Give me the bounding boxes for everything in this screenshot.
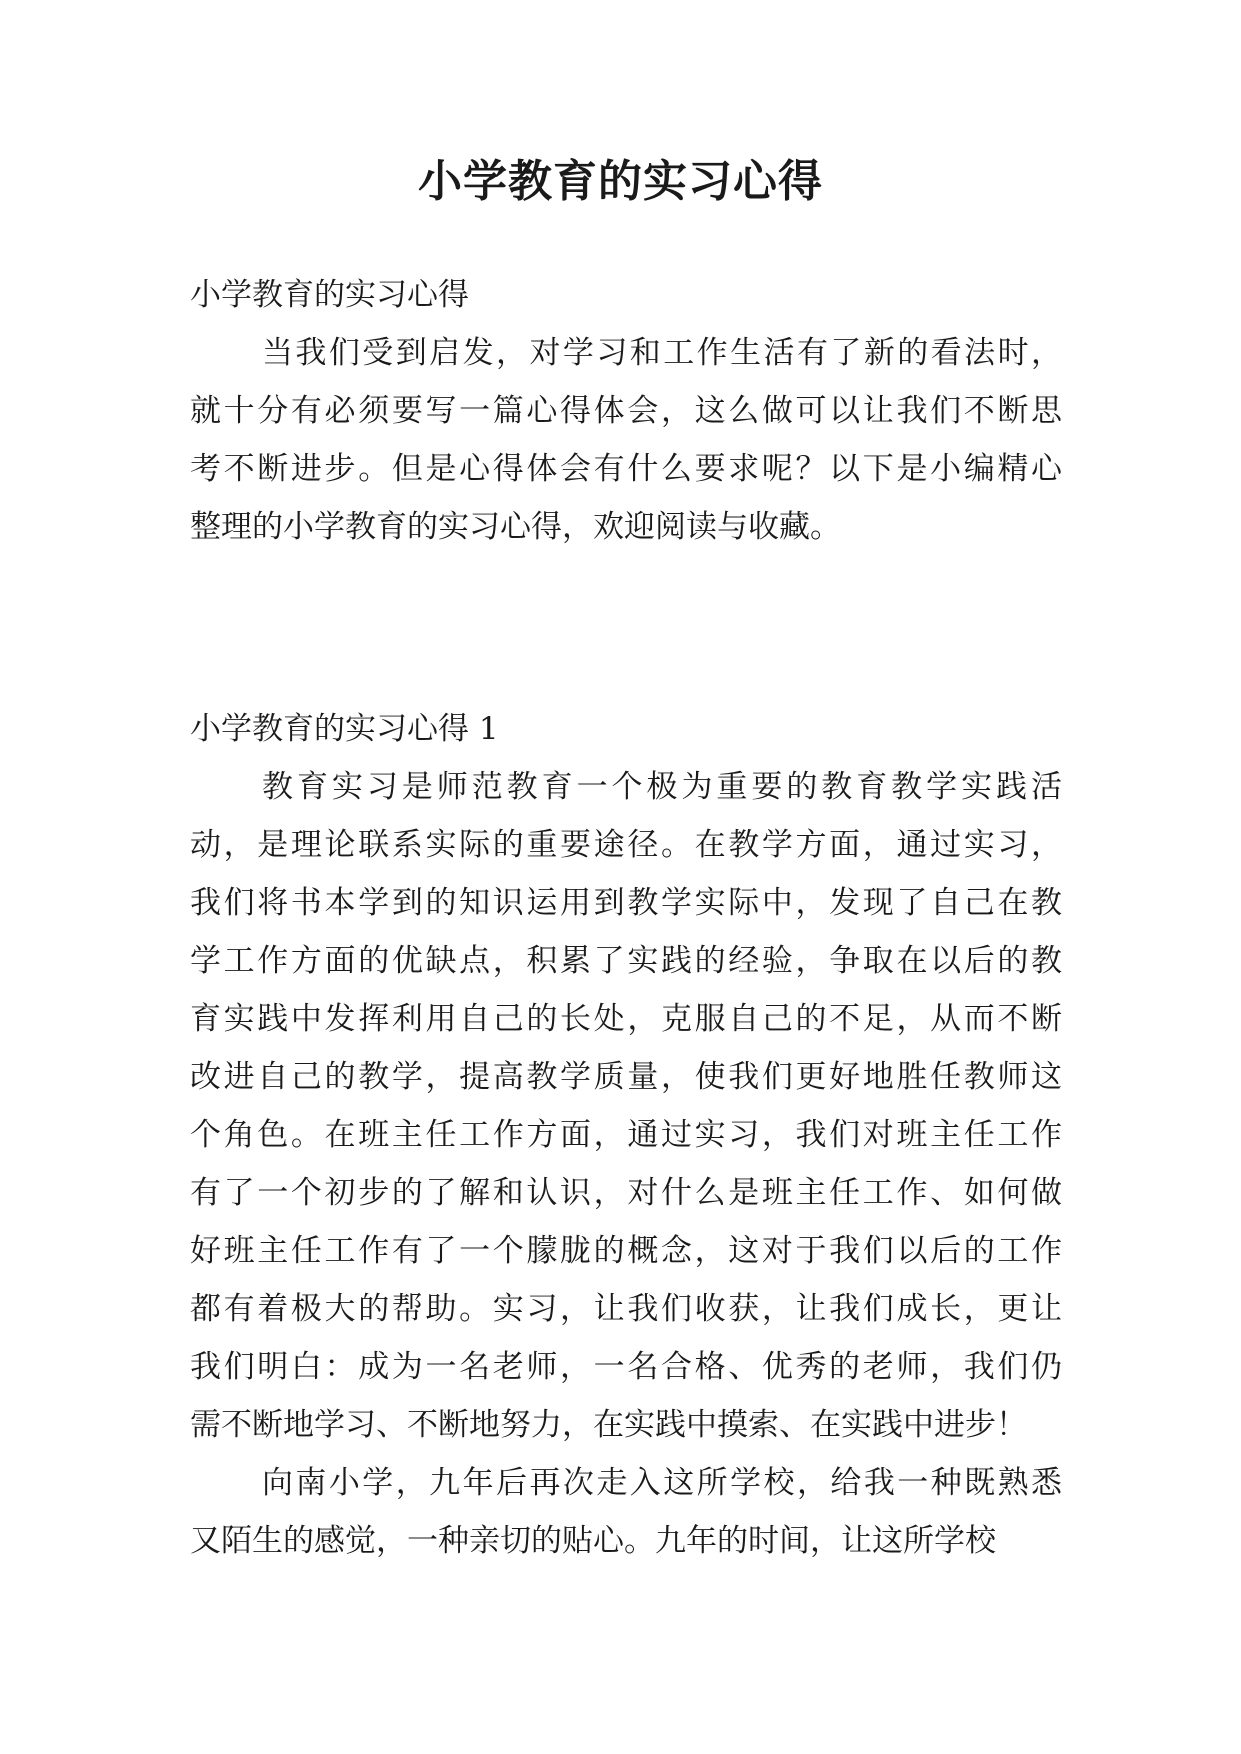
section-1 [190,700,1062,1570]
intro-line: 整理的小学教育的实习心得，欢迎阅读与收藏。 [190,509,841,545]
paragraph-line: 教育实习是师范教育一个极为重要的教育教学实践活 [262,769,1062,805]
paragraph-line: 学工作方面的优缺点，积累了实践的经验，争取在以后的教 [190,943,1062,979]
intro-heading: 小学教育的实习心得 [190,277,469,313]
paragraph-line: 又陌生的感觉，一种亲切的贴心。九年的时间，让这所学校 [190,1523,996,1559]
paragraph-line: 育实践中发挥利用自己的长处，克服自己的不足，从而不断 [190,1001,1062,1037]
paragraph-line: 有了一个初步的了解和认识，对什么是班主任工作、如何做 [190,1175,1062,1211]
paragraph-line: 都有着极大的帮助。实习，让我们收获，让我们成长，更让 [190,1291,1062,1327]
document-title: 小学教育的实习心得 [418,156,823,207]
paragraph-line: 个角色。在班主任工作方面，通过实习，我们对班主任工作 [190,1117,1062,1153]
intro-line: 当我们受到启发，对学习和工作生活有了新的看法时， [262,335,1062,371]
paragraph-line: 好班主任工作有了一个朦胧的概念，这对于我们以后的工作 [190,1233,1062,1269]
intro-line: 考不断进步。但是心得体会有什么要求呢？以下是小编精心 [190,451,1062,487]
paragraph-line: 动，是理论联系实际的重要途径。在教学方面，通过实习， [190,827,1062,863]
section-1-heading: 小学教育的实习心得 1 [190,711,499,747]
intro-section [190,266,1062,556]
paragraph-line: 我们明白：成为一名老师，一名合格、优秀的老师，我们仍 [190,1349,1062,1385]
paragraph-line: 我们将书本学到的知识运用到教学实际中，发现了自己在教 [190,885,1062,921]
paragraph-line: 向南小学，九年后再次走入这所学校，给我一种既熟悉 [262,1465,1062,1501]
paragraph-line: 需不断地学习、不断地努力，在实践中摸索、在实践中进步！ [190,1407,1027,1443]
paragraph-line: 改进自己的教学，提高教学质量，使我们更好地胜任教师这 [190,1059,1062,1095]
intro-line: 就十分有必须要写一篇心得体会，这么做可以让我们不断思 [190,393,1062,429]
